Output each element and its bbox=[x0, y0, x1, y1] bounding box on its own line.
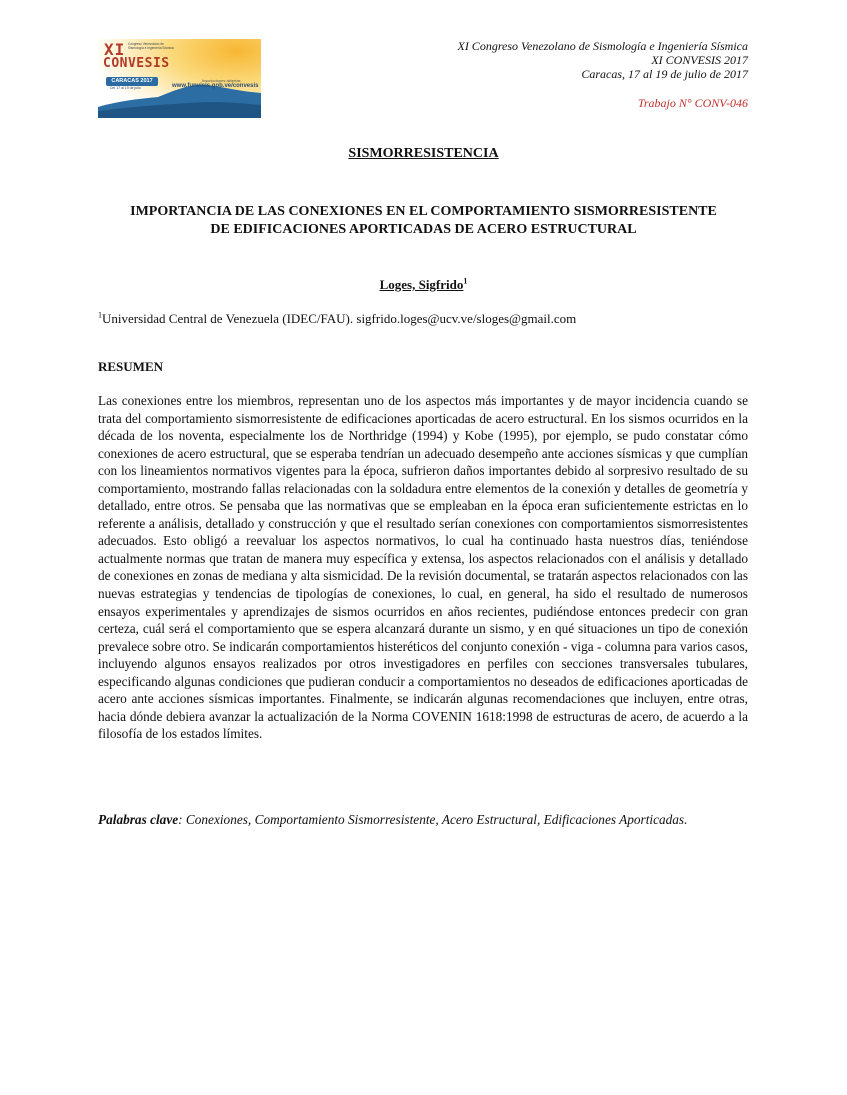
header-line-3: Caracas, 17 al 19 de julio de 2017 bbox=[581, 67, 748, 81]
keywords-label: Palabras clave bbox=[98, 812, 179, 827]
author-name: Loges, Sigfrido bbox=[379, 277, 464, 292]
logo-small-text: Congreso Venezolano de Sismología e Ingeniería Sísmica bbox=[128, 42, 174, 50]
affiliation-superscript: 1 bbox=[98, 310, 102, 320]
conference-header bbox=[457, 39, 748, 81]
author-superscript: 1 bbox=[463, 276, 468, 286]
logo-inscripciones: Inscripciones abiertas bbox=[202, 78, 241, 83]
logo-xi-text: XI bbox=[104, 40, 126, 59]
logo-date-badge: CARACAS 2017 bbox=[106, 77, 158, 86]
affiliation bbox=[98, 311, 576, 327]
keywords-text: : Conexiones, Comportamiento Sismorresistente, Acero Estructural, Edificaciones Aporticadas. bbox=[178, 812, 688, 827]
keywords bbox=[98, 811, 748, 828]
header-line-2: XI CONVESIS 2017 bbox=[651, 53, 748, 67]
logo-url: www.funvisis.gob.ve/convesis bbox=[172, 83, 259, 89]
header-line-1: XI Congreso Venezolano de Sismología e Ingeniería Sísmica bbox=[457, 39, 748, 53]
affiliation-text: Universidad Central de Venezuela (IDEC/FAU). sigfrido.loges@ucv.ve/sloges@gmail.com bbox=[102, 311, 577, 326]
logo-convesis-text: CONVESIS bbox=[103, 56, 170, 71]
abstract-heading: RESUMEN bbox=[98, 359, 164, 374]
logo-date-sub: Del 17 al 19 de julio bbox=[110, 86, 141, 90]
abstract-body: Las conexiones entre los miembros, representan uno de los aspectos más importantes y de mayor incidencia cuando se trata del comportamiento sismorresistente de edificaciones aporticadas de acero estructural. En los sismos ocurridos en la década de los noventa, especialmente los de Northridge (1994) y Kobe (1995), por ejemplo, se pudo constatar cómo conexiones de acero estructural, que se esperaba tendrían un adecuado desempeño ante acciones sísmicas y que cumplían con los lineamientos normativos vigentes para la época, sufrieron daños importantes debido al sorpresivo resultado de su comportamiento, mostrando fallas relacionadas con la soldadura entre elementos de la conexión y detalles de geometría y detallado, entre otros. Se pensaba que las normativas que se empleaban en la época eran suficientemente estrictas en lo referente a análisis, detallado y construcción y que el resultado serían conexiones con comportamientos sismorresistentes adecuados. Esto obligó a reevaluar los aspectos normativos, lo cual ha continuado hasta nuestros días, teniéndose actualmente normas que tratan de manera muy específica y extensa, los aspectos relacionados con el análisis y detallado de conexiones en zonas de mediana y alta sismicidad. De la revisión documental, se tratarán aspectos relacionados con las nuevas estrategias y tendencias de tipologías de conexiones, lo cual, en general, ha sido el resultado de numerosos ensayos experimentales y aprendizajes de sismos ocurridos en años recientes, pudiéndose entonces predecir con gran certeza, cuál será el comportamiento que se espera alcanzará durante un sismo, y en qué situaciones un tipo de conexión prevalece sobre otro. Se indicarán comportamientos histeréticos del conjunto conexión - viga - columna para varios casos, incluyendo algunos ensayos realizados por otros investigadores en perfiles con secciones transversales tubulares, especificando algunas condiciones que pudieran conducir a comportamientos no deseados de edificaciones aporticadas de acero ante acciones sísmicas importantes. Finalmente, se indicarán algunas recomendaciones que incluyen, entre otras, hacia dónde debiera avanzar la actualización de la Norma COVENIN 1618:1998 de estructuras de acero, de acuerdo a la filosofía de los estados límites. bbox=[98, 393, 748, 742]
section-title: SISMORRESISTENCIA bbox=[348, 146, 499, 161]
paper-number: Trabajo N° CONV-046 bbox=[637, 96, 748, 110]
convesis-logo bbox=[98, 39, 261, 118]
paper-title: IMPORTANCIA DE LAS CONEXIONES EN EL COMPORTAMIENTO SISMORRESISTENTE DE EDIFICACIONES APORTICADAS DE ACERO ESTRUCTURAL bbox=[130, 204, 717, 237]
author-line bbox=[0, 277, 847, 293]
